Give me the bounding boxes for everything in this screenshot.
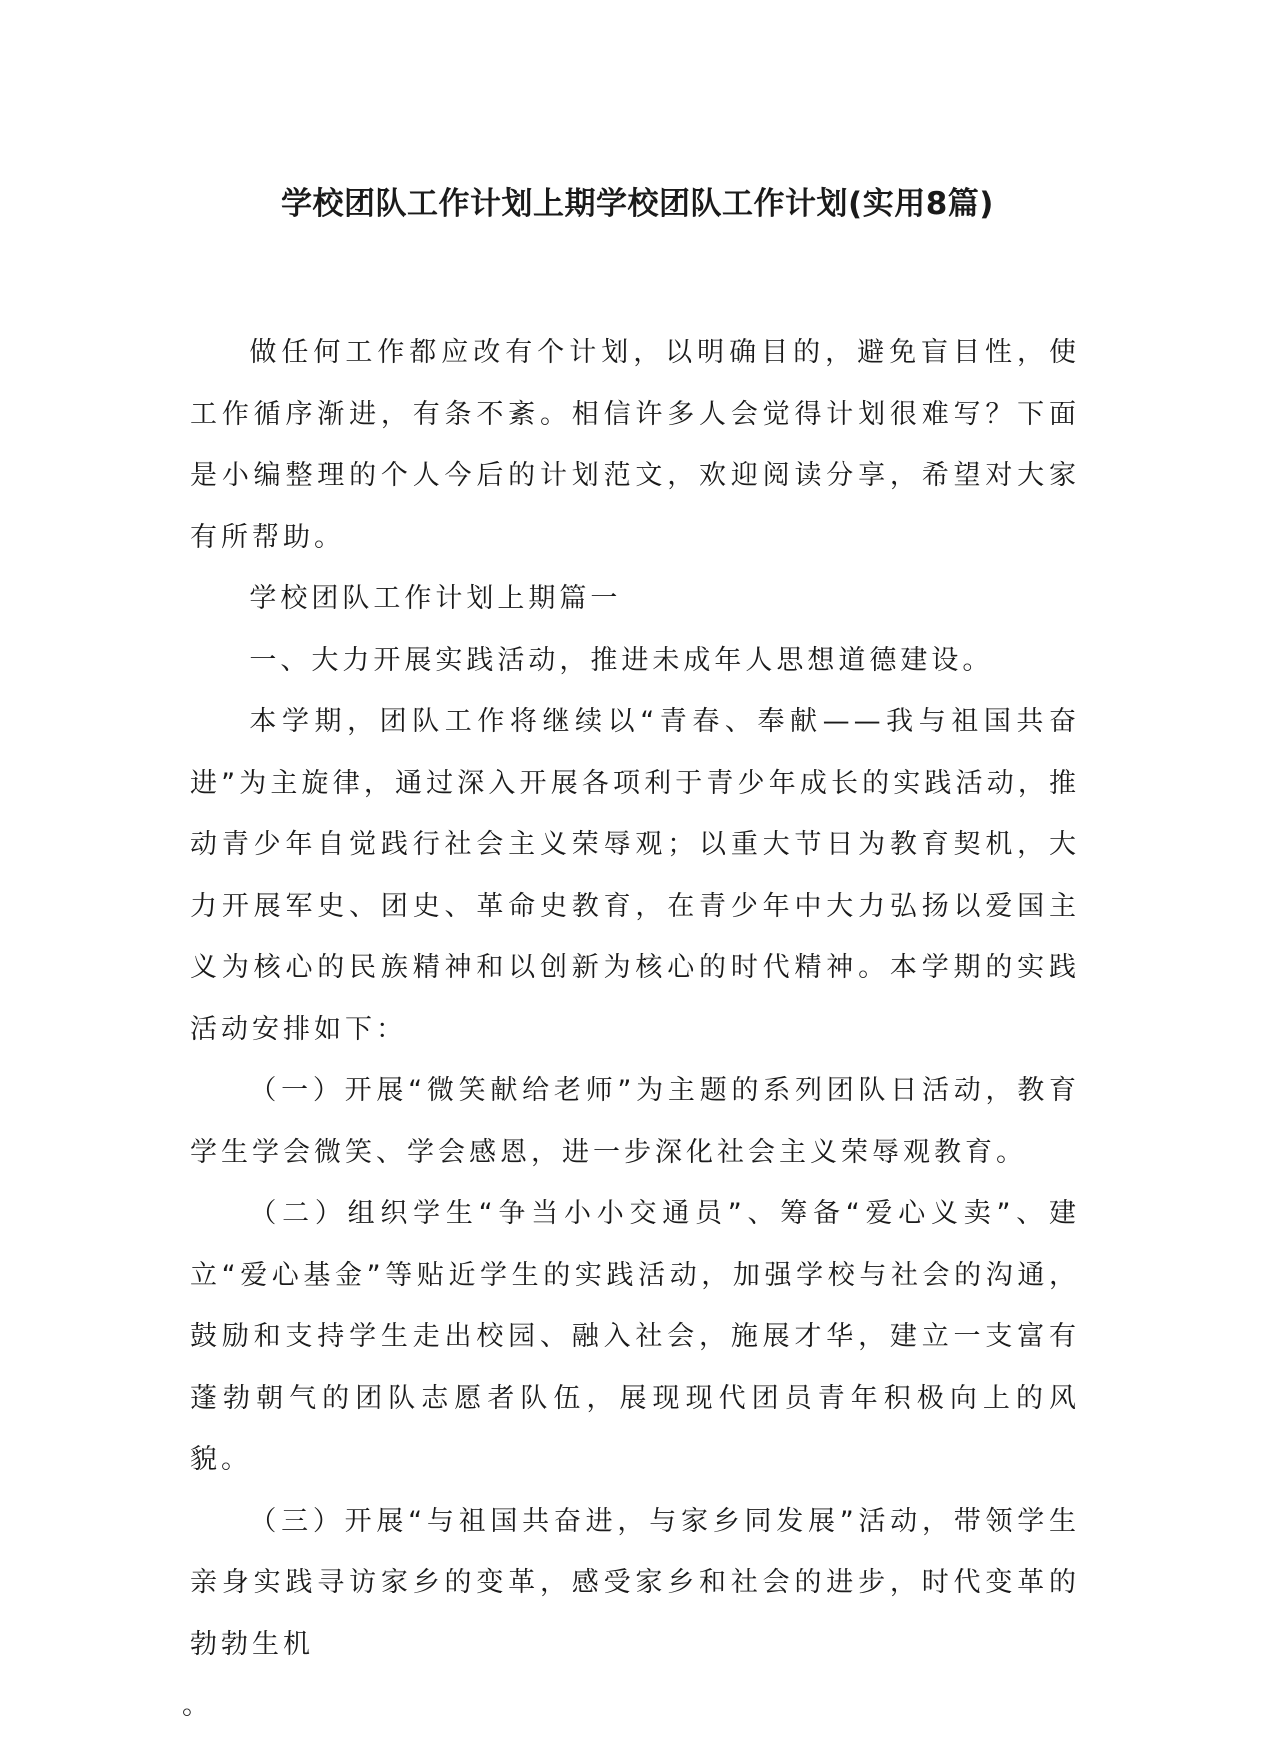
list-item-1: （一）开展“微笑献给老师”为主题的系列团队日活动，教育学生学会微笑、学会感恩，进一步深化社会主义荣辱观教育。	[190, 1075, 1080, 1168]
trailing-punctuation: 。	[182, 1690, 209, 1721]
body-paragraph: 本学期，团队工作将继续以“青春、奉献——我与祖国共奋进”为主旋律，通过深入开展各项利于青少年成长的实践活动，推动青少年自觉践行社会主义荣辱观；以重大节日为教育契机，大力开展军史、团史、革命史教育，在青少年中大力弘扬以爱国主义为核心的民族精神和以创新为核心的时代精神。本学期的实践活动安排如下：	[190, 706, 1080, 1045]
item-heading: 一、大力开展实践活动，推进未成年人思想道德建设。	[249, 644, 994, 676]
list-item-2: （二）组织学生“争当小小交通员”、筹备“爱心义卖”、建立“爱心基金”等贴近学生的实践活动，加强学校与社会的沟通，鼓励和支持学生走出校园、融入社会，施展才华，建立一支富有蓬勃朝气的团队志愿者队伍，展现现代团员青年积极向上的风貌。	[190, 1198, 1080, 1475]
list-item-3: （三）开展“与祖国共奋进，与家乡同发展”活动，带领学生亲身实践寻访家乡的变革，感受家乡和社会的进步，时代变革的勃勃生机	[190, 1505, 1080, 1660]
intro-paragraph: 做任何工作都应改有个计划，以明确目的，避免盲目性，使工作循序渐进，有条不紊。相信许多人会觉得计划很难写？下面是小编整理的个人今后的计划范文，欢迎阅读分享，希望对大家有所帮助。	[190, 337, 1080, 553]
document-title: 学校团队工作计划上期学校团队工作计划(实用8篇)	[281, 186, 994, 222]
section-heading: 学校团队工作计划上期篇一	[249, 583, 622, 614]
document-body	[182, 322, 1080, 1737]
